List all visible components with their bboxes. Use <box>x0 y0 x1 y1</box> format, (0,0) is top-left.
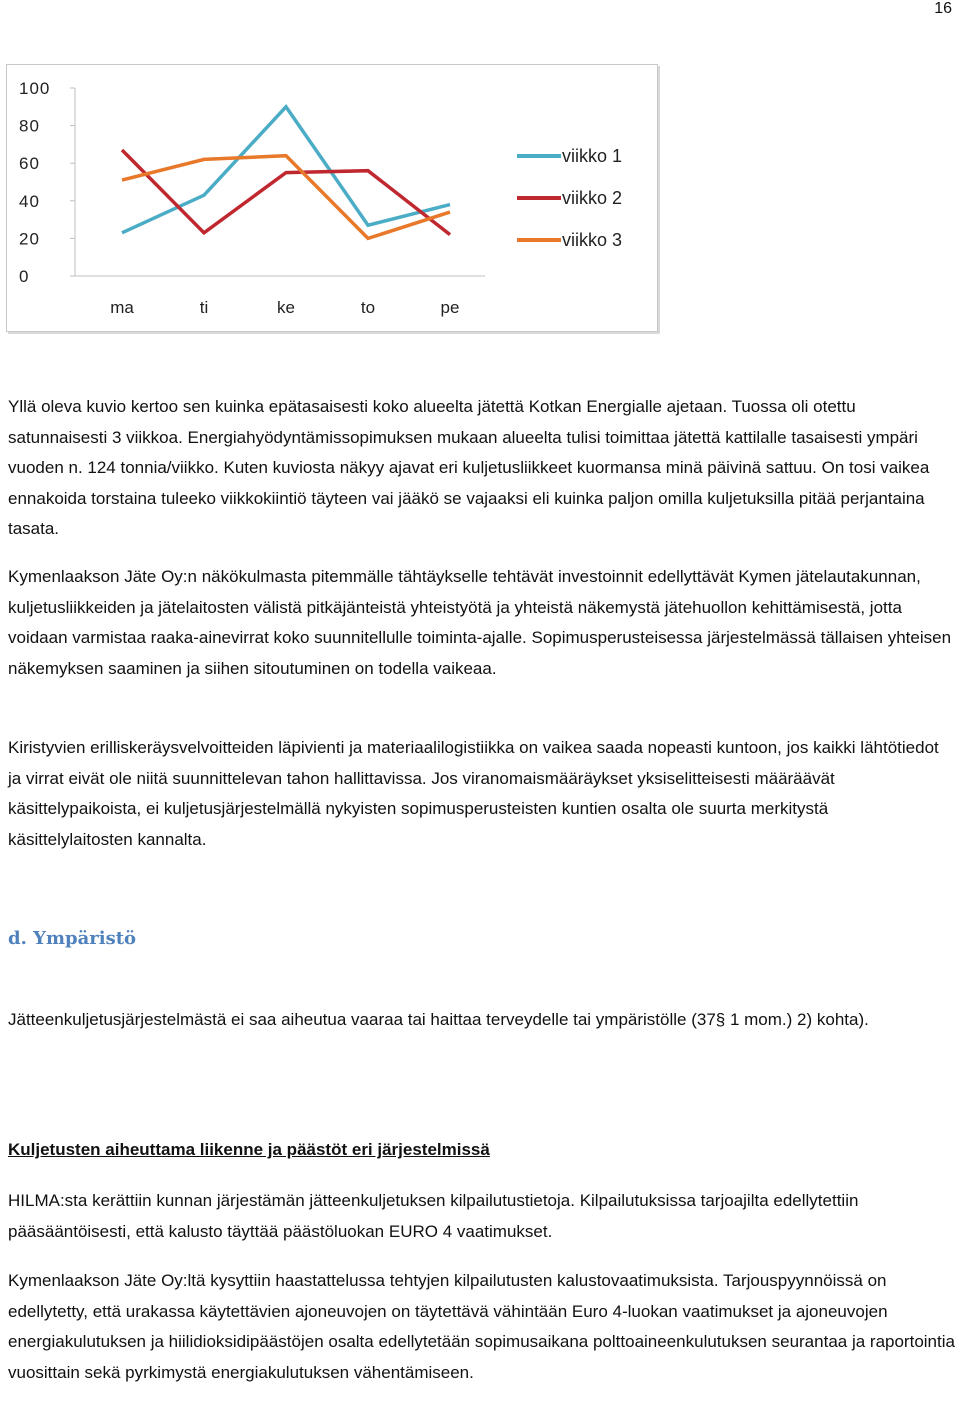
paragraph-chart-description <box>8 392 956 545</box>
paragraph-equipment-requirements <box>8 1266 956 1388</box>
y-tick-label: 80 <box>19 116 40 136</box>
chart-canvas <box>7 65 657 331</box>
x-tick-label: to <box>360 298 376 317</box>
y-tick-label: 20 <box>19 229 40 249</box>
paragraph-investments <box>8 562 956 684</box>
paragraph-text: Kymenlaakson Jäte Oy:ltä kysyttiin haastattelussa tehtyjen kilpailutusten kalustovaatimuksista. Tarjouspyynnöissä on edellytetty, että urakassa käytettävien ajoneuvojen on täytettävä vähintään Euro 4-luokan vaatimukset ja ajoneuvojen energiakulutuksen ja hiilidioksidipäästöjen osalta edellytetään sopimusaikana polttoaineenkulutuksen seurantaa ja raportointia vuosittain sekä pyrkimystä energiakulutuksen vähentämiseen. <box>8 1271 955 1382</box>
x-tick-label: pe <box>440 298 460 317</box>
x-tick-label: ma <box>110 298 134 317</box>
y-tick-label: 100 <box>19 79 51 98</box>
x-tick-label: ti <box>199 298 209 317</box>
series-line-1 <box>122 107 450 233</box>
section-heading: d. Ympäristö <box>8 928 137 949</box>
legend-label: viikko 2 <box>562 188 623 208</box>
paragraph-hilma <box>8 1186 956 1247</box>
y-tick-label: 40 <box>19 191 40 211</box>
paragraph-text: Yllä oleva kuvio kertoo sen kuinka epätasaisesti koko alueelta jätettä Kotkan Energialle ajetaan. Tuossa oli otettu satunnaisesti 3 viikkoa. Energiahyödyntämissopimuksen mukaan alueelta tulisi toimittaa jätettä kattilalle tasaisesti ympäri vuoden n. 124 tonnia/viikko. Kuten kuviosta näkyy ajavat eri kuljetusliikkeet kuormansa minä päivinä sattuu. On tosi vaikea ennakoida torstaina tuleeko viikkokiintiö täyteen vai jääkö se vajaaksi eli kuinka paljon omilla kuljetuksilla pitää perjantaina tasata. <box>8 397 930 538</box>
paragraph-text: Kiristyvien erilliskeräysvelvoitteiden läpivienti ja materiaalilogistiikka on vaikea saada nopeasti kuntoon, jos kaikki lähtötiedot ja virrat eivät ole niitä suunnittelevan tahon hallittavissa. Jos viranomaismääräykset yksiselitteisesti määräävät käsittelypaikoista, ei kuljetusjärjestelmällä nykyisten sopimusperusteisten kuntien osalta ole suurta merkitystä käsittelylaitosten kannalta. <box>8 738 939 849</box>
legend-label: viikko 3 <box>562 230 623 250</box>
y-tick-label: 0 <box>19 267 30 286</box>
y-tick-label: 60 <box>19 154 40 174</box>
line-chart <box>6 64 658 332</box>
legend-label: viikko 1 <box>562 146 623 166</box>
series-line-2 <box>122 150 450 235</box>
paragraph-text: Kymenlaakson Jäte Oy:n näkökulmasta pitemmälle tähtäykselle tehtävät investoinnit edellyttävät Kymen jätelautakunnan, kuljetusliikkeiden ja jätelaitosten välistä pitkäjänteistä yhteistyötä ja yhteistä näkemystä jätehuollon kehittämisestä, jotta voidaan varmistaa raaka-ainevirrat koko suunnitellulle toiminta-ajalle. Sopimusperusteisessa järjestelmässä tällaisen yhteisen näkemyksen saaminen ja siihen sitoutuminen on todella vaikeaa. <box>8 567 952 678</box>
paragraph-text: HILMA:sta kerättiin kunnan järjestämän jätteenkuljetuksen kilpailutustietoja. Kilpailutuksissa tarjoajilta edellytettiin pääsääntöisesti, että kalusto täyttää päästöluokan EURO 4 vaatimukset. <box>8 1191 859 1241</box>
paragraph-separate-collection <box>8 733 956 855</box>
page-number: 16 <box>934 0 952 17</box>
paragraph-environment <box>8 1005 956 1036</box>
x-tick-label: ke <box>277 298 295 317</box>
subsection-heading: Kuljetusten aiheuttama liikenne ja päästöt eri järjestelmissä <box>8 1140 490 1159</box>
paragraph-text: Jätteenkuljetusjärjestelmästä ei saa aiheutua vaaraa tai haittaa terveydelle tai ympäristölle (37§ 1 mom.) 2) kohta). <box>8 1010 869 1029</box>
